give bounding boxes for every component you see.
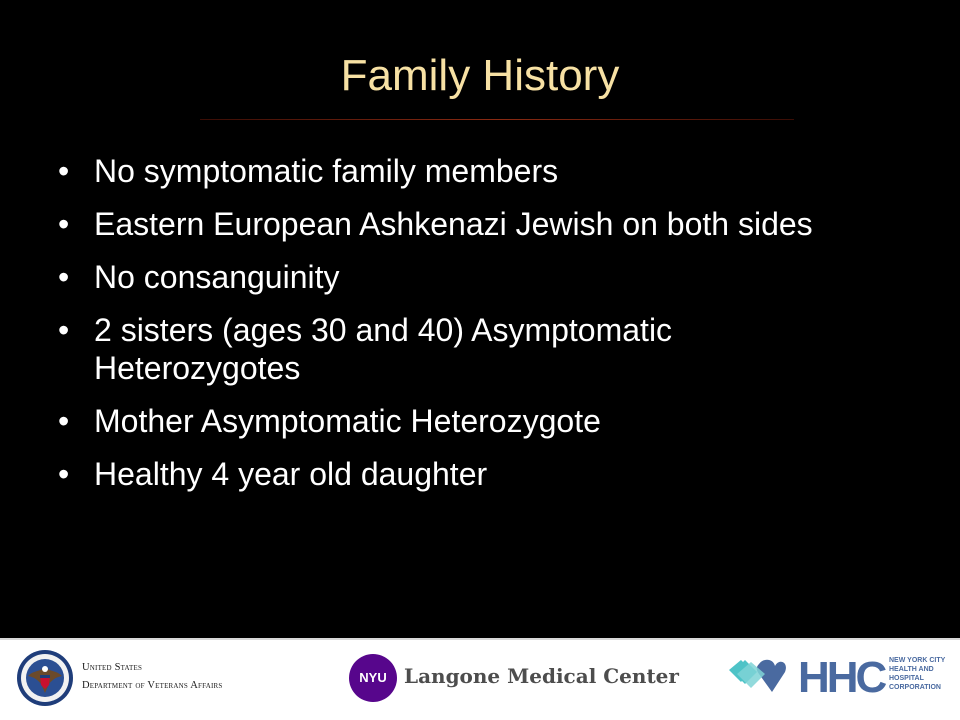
va-seal-icon: [16, 649, 74, 707]
hhc-wordmark: HHC: [798, 653, 885, 702]
slide-title: Family History: [340, 51, 620, 100]
bullet-list: [58, 152, 878, 508]
bullet-text: No symptomatic family members: [94, 153, 559, 189]
va-line-2: Department of Veterans Affairs: [82, 680, 223, 691]
bullet-glyph: •: [58, 206, 70, 242]
bullet-item: [58, 455, 878, 493]
title-divider: [200, 119, 794, 120]
hhc-org-line: HOSPITAL: [889, 675, 924, 682]
bullet-item: [58, 402, 878, 440]
va-line-1: United States: [82, 662, 143, 673]
hhc-org-name: [889, 656, 959, 692]
hhc-org-line: HEALTH AND: [889, 666, 934, 673]
bullet-text: 2 sisters (ages 30 and 40) Asymptomatic Heterozygotes: [94, 312, 673, 386]
bullet-item: [58, 205, 878, 243]
bullet-item: [58, 311, 878, 387]
bullet-item: [58, 258, 878, 296]
bullet-glyph: •: [58, 153, 70, 189]
bullet-glyph: •: [58, 456, 70, 492]
nyu-logo: [349, 654, 397, 702]
langone-wordmark: Langone Medical Center: [404, 664, 679, 688]
bullet-text: Healthy 4 year old daughter: [94, 456, 488, 492]
logo-footer: [0, 638, 960, 720]
bullet-text: Mother Asymptomatic Heterozygote: [94, 403, 601, 439]
va-wordmark: [82, 659, 222, 695]
hhc-org-line: CORPORATION: [889, 684, 941, 691]
bullet-glyph: •: [58, 259, 70, 295]
nyu-badge-text: NYU: [359, 670, 387, 685]
bullet-glyph: •: [58, 403, 70, 439]
hhc-org-line: NEW YORK CITY: [889, 657, 946, 664]
hhc-hearts-icon: [727, 652, 791, 708]
bullet-glyph: •: [58, 312, 70, 348]
bullet-item: [58, 152, 878, 190]
bullet-text: No consanguinity: [94, 259, 340, 295]
bullet-text: Eastern European Ashkenazi Jewish on both sides: [94, 206, 813, 242]
